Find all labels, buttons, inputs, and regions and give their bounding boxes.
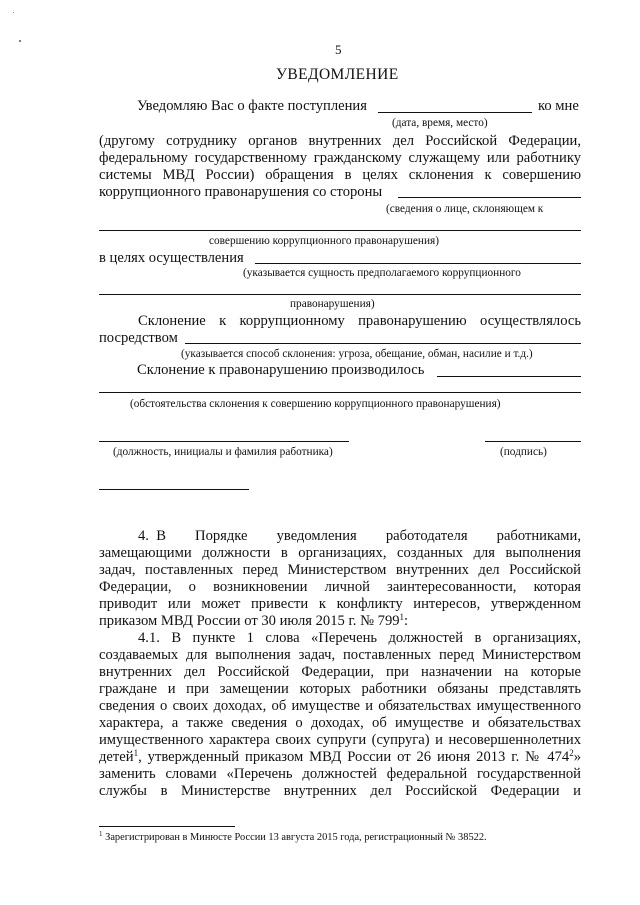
blank-date-time-place[interactable] (378, 112, 532, 113)
hint-person-continued: совершению коррупционного правонарушения) (209, 235, 439, 247)
section-4-1-line: 4.1. В пункте 1 слова «Перечень должностей в организациях, (138, 630, 581, 646)
hint-person: (сведения о лице, склоняющем к (386, 203, 544, 215)
page-number: 5 (335, 42, 342, 57)
section-4-1-line: службы в Министерстве внутренних дел Российской Федерации и (99, 783, 581, 799)
section-4-line: приводит или может привести к конфликту интересов, утвержденном (99, 596, 581, 612)
hint-method: (указывается способ склонения: угроза, обещание, обман, насилие и т.д.) (181, 348, 533, 360)
section-4-last-line (99, 613, 408, 630)
section-4-1-line: характера, а также сведения о доходах, об имуществе и обязательствах (99, 715, 581, 731)
section-4-1-line: сведения о своих доходах, об имуществе и обязательствах имущественного (99, 698, 581, 714)
text-approved-order: , утвержденный приказом МВД России от 26 июня 2013 г. № 474 (138, 749, 570, 765)
text-line: коррупционного правонарушения со стороны (99, 184, 383, 200)
footnote-ref[interactable]: 1 (399, 612, 405, 622)
section-4-line: задач, поставленных перед Министерством внутренних дел Российской (99, 562, 581, 578)
blank-person[interactable] (398, 197, 581, 198)
hint-circumstances: (обстоятельства склонения к совершению коррупционного правонарушения) (130, 398, 501, 410)
blank-signature[interactable] (485, 441, 581, 442)
notice-title: УВЕДОМЛЕНИЕ (276, 66, 399, 83)
section-4-1-line: внутренних дел Российской Федерации, при назначении на которые (99, 664, 581, 680)
footnote (99, 831, 487, 844)
blank-method[interactable] (185, 343, 581, 344)
hint-date-time-place: (дата, время, место) (392, 117, 488, 129)
method-line-2: посредством (99, 330, 178, 346)
footnote-mark: 1 (99, 830, 103, 838)
section-4-1-line: граждане и при замещении которых работники обязаны представлять (99, 681, 581, 697)
footnote-text: Зарегистрирован в Минюсте России 13 августа 2015 года, регистрационный № 38522. (105, 832, 487, 843)
scan-speck (13, 12, 14, 13)
blank-purpose[interactable] (255, 263, 581, 264)
section-4-colon: : (404, 613, 409, 629)
footnote-ref[interactable]: 2 (569, 748, 574, 758)
blank-position-name[interactable] (99, 441, 349, 442)
scan-speck (19, 40, 21, 42)
section-4-1-line: заменить словами «Перечень должностей федеральной государственной (99, 766, 581, 782)
section-4-line: 4. В Порядке уведомления работодателя работниками, (138, 528, 581, 544)
text-line: федеральному государственному гражданскому служащему или работнику (99, 150, 581, 166)
notify-lead-text: Уведомляю Вас о факте поступления (137, 98, 367, 114)
section-4-1-line: создаваемых для выполнения задач, поставленных перед Министерством (99, 647, 581, 663)
text-line: (другому сотруднику органов внутренних дел Российской Федерации, (99, 133, 581, 149)
footnote-separator (99, 826, 235, 827)
blank-performed[interactable] (437, 376, 581, 377)
blank-circumstances[interactable] (99, 392, 581, 393)
section-4-1-line: имущественного характера своих супруги (супруга) и несовершеннолетних (99, 732, 581, 748)
hint-signature: (подпись) (500, 446, 547, 458)
to-me-text: ко мне (538, 98, 579, 114)
purpose-label: в целях осуществления (99, 250, 244, 266)
performed-label: Склонение к правонарушению производилось (137, 362, 425, 378)
text-line: системы МВД России) обращения в целях склонения к совершению (99, 167, 581, 183)
blank-person-continued[interactable] (99, 230, 581, 231)
footnote-ref[interactable]: 1 (133, 748, 139, 758)
hint-essence-continued: правонарушения) (290, 298, 375, 310)
section-4-line: замещающими должности в организациях, созданных для выполнения (99, 545, 581, 561)
hint-position-name: (должность, инициалы и фамилия работника) (113, 446, 333, 458)
text-children: детей (99, 749, 134, 765)
closing-quote: » (573, 749, 581, 765)
hint-essence: (указывается сущность предполагаемого коррупционного (243, 267, 521, 279)
section-4-last-text: приказом МВД России от 30 июля 2015 г. № 799 (99, 613, 400, 629)
blank-compile-date[interactable] (99, 489, 249, 490)
section-4-line: Федерации, о возникновении личной заинтересованности, которая (99, 579, 581, 595)
section-4-1-line-with-refs (99, 749, 581, 766)
method-line: Склонение к коррупционному правонарушению осуществлялось (138, 313, 581, 329)
blank-purpose-continued[interactable] (99, 294, 581, 295)
